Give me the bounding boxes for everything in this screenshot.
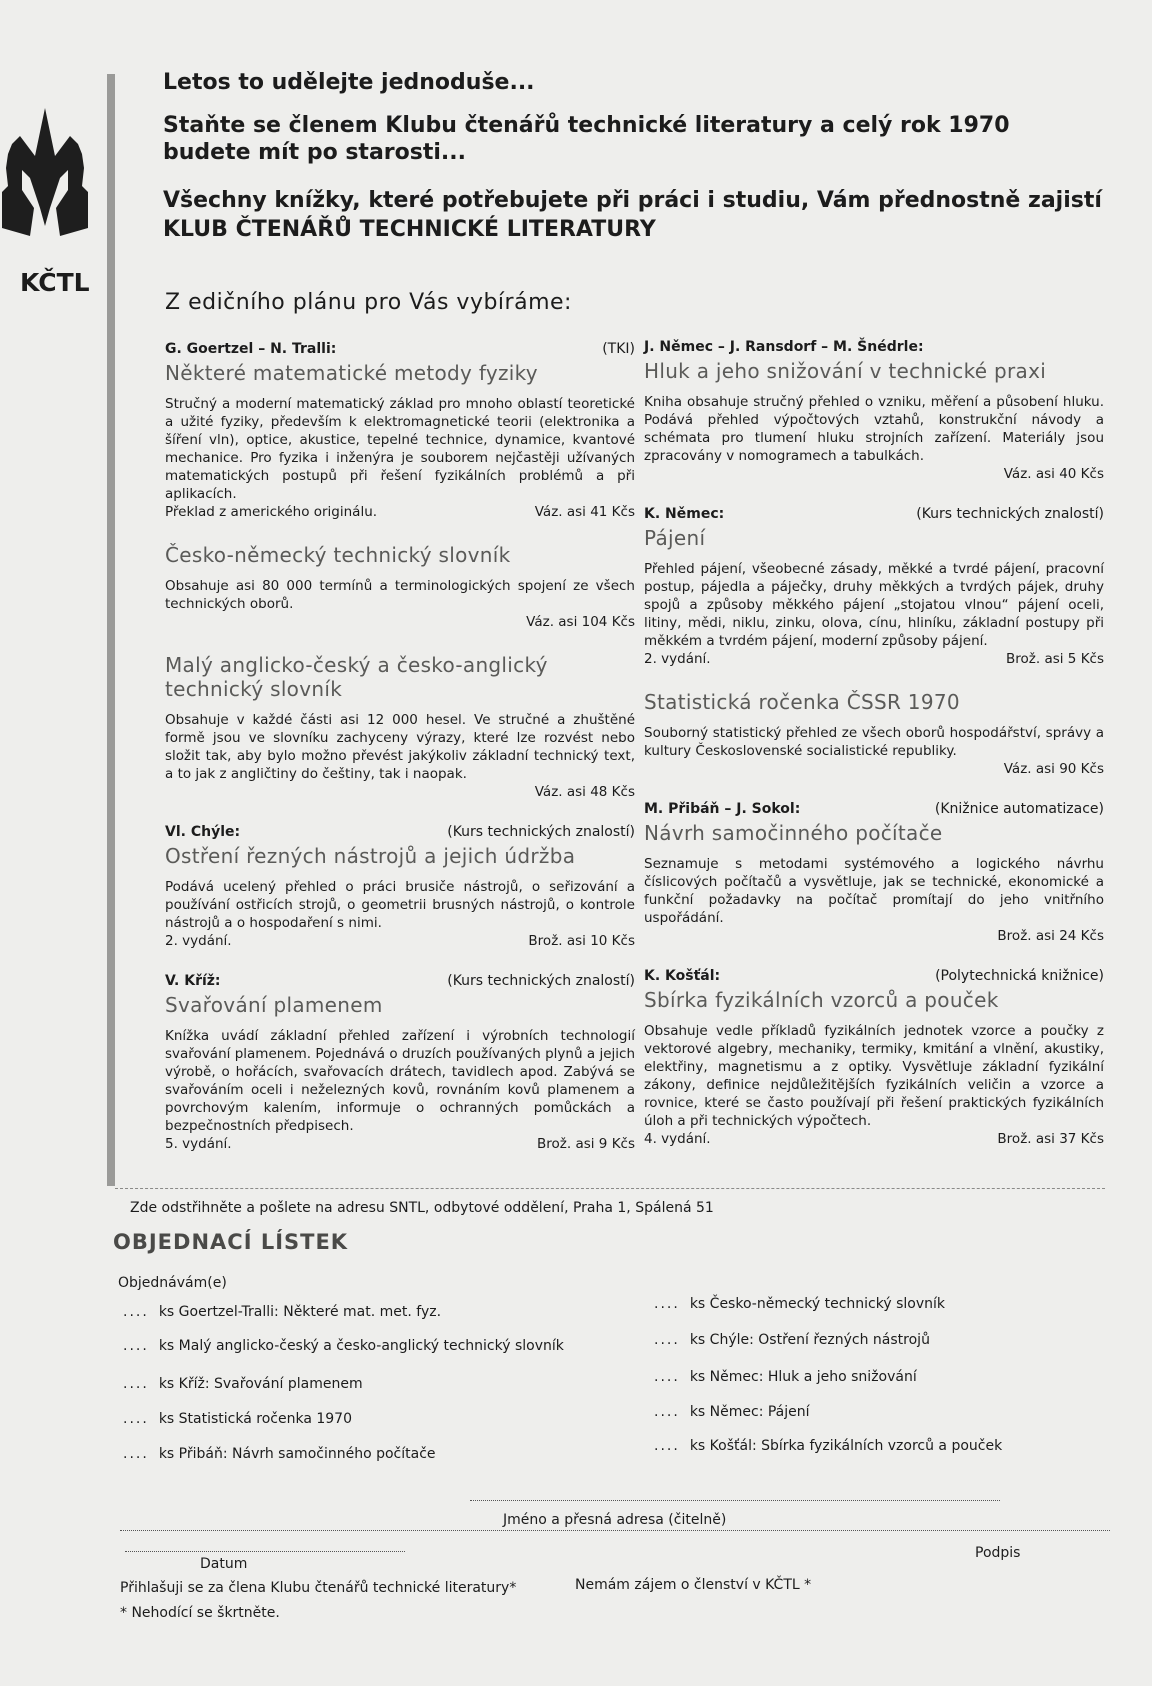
vertical-rule [107,74,115,1186]
book-title: Hluk a jeho snižování v technické praxi [644,359,1047,383]
book-nemec-hluk [644,338,1104,483]
order-item[interactable]: .... ks Chýle: Ostření řezných nástrojů [654,1332,930,1348]
order-form-subtitle: Objednávám(e) [118,1275,227,1291]
book-title: Statistická ročenka ČSSR 1970 [644,690,960,714]
book-title: Česko-německý technický slovník [165,543,511,567]
book-chyle [165,823,635,950]
order-item[interactable]: .... ks Malý anglicko-český a česko-anglický technický slovník [123,1338,564,1354]
book-title: Malý anglicko-český a česko-anglický technický slovník [165,653,548,701]
order-form-title: OBJEDNACÍ LÍSTEK [113,1230,349,1254]
order-item[interactable]: .... ks Němec: Pájení [654,1404,810,1420]
book-description: Obsahuje v každé části asi 12 000 hesel. Ve stručné a zhuštěné formě jsou ve slovníku zachyceny výrazy, které lze rozvést nebo složit tak, aby bylo možno převést jakýkoliv základní technický text, a to jak z angličtiny do češtiny, tak i naopak. [165,712,635,782]
book-author: V. Kříž: [165,973,221,989]
book-series: (Kurs technických znalostí) [447,824,635,840]
signature-label: Podpis [975,1545,1021,1561]
book-series: (Kurs technických znalostí) [447,973,635,989]
address-line-1[interactable] [470,1500,1000,1501]
cut-note: Zde odstřihněte a pošlete na adresu SNTL, odbytové oddělení, Praha 1, Spálená 51 [130,1200,714,1216]
book-description: Přehled pájení, všeobecné zásady, měkké a tvrdé pájení, pracovní postup, pájedla a páječky, druhy měkkých a tvrdých pájek, druhy spojů a způsoby měkkého pájení „stojatou vlnou“ pájení oceli, litiny, mědi, niklu, zinku, olova, cínu, hliníku, základní postupy při měkkém a tvrdém pájení, moderní způsoby pájení. [644,561,1104,649]
book-description: Seznamuje s metodami systémového a logického návrhu číslicových počítačů a vysvětluje, jak se technické, ekonomické a funkční požadavky na počítač promítají do jeho vnitřního uspořádání. [644,856,1104,926]
cut-line [115,1188,1105,1189]
book-edition: 2. vydání. [165,933,232,949]
join-option[interactable]: Přihlašuji se za člena Klubu čtenářů technické literatury* [120,1580,517,1596]
book-price: Váz. asi 40 Kčs [1003,466,1104,482]
book-author: K. Košťál: [644,968,721,984]
book-statistics [644,690,1104,778]
book-edition: 4. vydání. [644,1131,711,1147]
book-title: Ostření řezných nástrojů a jejich údržba [165,844,576,868]
book-price: Váz. asi 48 Kčs [534,784,635,800]
book-title: Návrh samočinného počítače [644,821,943,845]
book-kriz [165,972,635,1153]
intro-line-1: Letos to udělejte jednoduše... [163,70,535,95]
book-description: Podává ucelený přehled o práci brusiče nástrojů, o seřizování a používání ostřicích strojů, o geometrii brusných nástrojů, o kontrole nástrojů a o hospodaření s nimi. [165,879,635,931]
book-price: Brož. asi 37 Kčs [997,1131,1104,1147]
book-author: J. Němec – J. Ransdorf – M. Šnédrle: [644,339,924,355]
book-cz-de-dictionary [165,543,635,631]
book-price: Brož. asi 24 Kčs [997,928,1104,944]
order-item[interactable]: .... ks Košťál: Sbírka fyzikálních vzorců a pouček [654,1438,1003,1454]
date-line[interactable] [125,1551,405,1552]
book-title: Sbírka fyzikálních vzorců a pouček [644,988,999,1012]
book-series: (Kurs technických znalostí) [916,506,1104,522]
logo-text: KČTL [20,268,90,297]
address-label: Jméno a přesná adresa (čitelně) [503,1512,727,1528]
book-price: Brož. asi 10 Kčs [528,933,635,949]
book-goertzel [165,340,635,521]
book-edition: 2. vydání. [644,651,711,667]
book-title: Svařování plamenem [165,993,383,1017]
order-item[interactable]: .... ks Přibáň: Návrh samočinného počítače [123,1446,436,1462]
intro-line-3: Všechny knížky, které potřebujete při práci i studiu, Vám přednostně zajistí KLUB ČTENÁŘŮ TECHNICKÉ LITERATURY [163,188,1102,242]
book-price: Váz. asi 104 Kčs [526,614,635,630]
book-en-cz-dictionary [165,653,635,801]
intro-line-2: Staňte se členem Klubu čtenářů technické literatury a celý rok 1970 budete mít po starosti... [163,113,1010,165]
book-description: Knížka uvádí základní přehled zařízení i výrobních technologií svařování plamenem. Pojednává o druzích používaných plynů a jejich výrobě, o hořácích, svařovacích drátech, tavidlech apod. Zabývá se svařováním oceli i neželezných kovů, rovnáním kovů plamenem a povrchovým kalením, informuje o ochranných pomůckách a bezpečnostních předpisech. [165,1028,635,1134]
book-description: Obsahuje asi 80 000 termínů a terminologických spojení ze všech technických oborů. [165,578,635,612]
book-description: Kniha obsahuje stručný přehled o vzniku, měření a působení hluku. Podává přehled výpočtových vztahů, konstrukční návody a schémata pro tlumení hluku strojních zařízení. Materiály jsou zpracovány v nomogramech a tabulkách. [644,394,1104,464]
date-label: Datum [200,1556,248,1572]
book-price: Brož. asi 9 Kčs [537,1136,635,1152]
book-edition: Překlad z amerického originálu. [165,504,378,520]
decline-option[interactable]: Nemám zájem o členství v KČTL * [575,1577,812,1593]
book-description: Obsahuje vedle příkladů fyzikálních jednotek vzorce a poučky z vektorové algebry, mechaniky, termiky, kmitání a vlnění, akustiky, elektřiny, magnetismu a z optiky. Vysvětluje základní fyzikální zákony, definice nejdůležitějších fyzikálních veličin a vzorce a rovnice, které se často používají při řešení praktických fyzikálních úloh a při technických výpočtech. [644,1023,1104,1129]
left-book-column [165,340,635,1175]
book-description: Souborný statistický přehled ze všech oborů hospodářství, správy a kultury Československé socialistické republiky. [644,725,1104,759]
section-title: Z edičního plánu pro Vás vybíráme: [165,290,572,315]
book-author: M. Přibáň – J. Sokol: [644,801,801,817]
book-title: Některé matematické metody fyziky [165,361,538,385]
order-item[interactable]: .... ks Kříž: Svařování plamenem [123,1376,363,1392]
order-item[interactable]: .... ks Němec: Hluk a jeho snižování [654,1369,917,1385]
book-edition: 5. vydání. [165,1136,232,1152]
book-author: G. Goertzel – N. Tralli: [165,341,337,357]
book-title: Pájení [644,526,706,550]
book-series: (Knižnice automatizace) [934,801,1104,817]
book-nemec-pajeni [644,505,1104,668]
book-price: Váz. asi 90 Kčs [1003,761,1104,777]
footnote: * Nehodící se škrtněte. [120,1605,280,1621]
book-kostal [644,967,1104,1148]
book-author: Vl. Chýle: [165,824,241,840]
kctl-logo-icon [0,108,90,258]
book-series: (Polytechnická knižnice) [935,968,1104,984]
book-series: (TKI) [602,341,635,357]
book-priban [644,800,1104,945]
order-item[interactable]: .... ks Goertzel-Tralli: Některé mat. met. fyz. [123,1304,442,1320]
order-item[interactable]: .... ks Statistická ročenka 1970 [123,1411,352,1427]
book-author: K. Němec: [644,506,725,522]
order-item[interactable]: .... ks Česko-německý technický slovník [654,1296,945,1312]
book-price: Brož. asi 5 Kčs [1006,651,1104,667]
address-line-2[interactable] [120,1530,1110,1531]
book-price: Váz. asi 41 Kčs [534,504,635,520]
right-book-column [644,338,1104,1170]
book-description: Stručný a moderní matematický základ pro mnoho oblastí teoretické a užité fyziky, především k elektromagnetické teorii (elektronika a šíření vln), optice, akustice, tepelné technice, dynamice, kvantové mechanice. Pro fyzika i inženýra je souborem nejčastěji užívaných matematických postupů při řešení fyzikálních problémů a při aplikacích. [165,396,635,502]
